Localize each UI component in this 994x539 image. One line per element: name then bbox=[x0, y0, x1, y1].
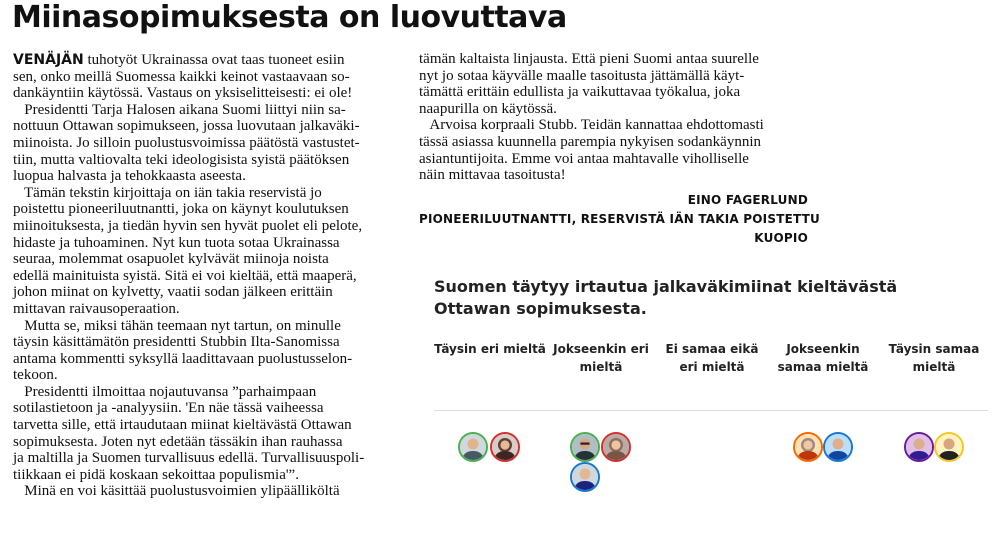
article-line: Minä en voi käsittää puolustusvoimien ylipäälliköltä bbox=[13, 483, 340, 500]
scale-label-strongly-agree: Täysin samaa mieltä bbox=[888, 342, 980, 374]
article-line: sotilastietoon ja -analyysiin. 'En näe tässä vaiheessa bbox=[13, 400, 324, 417]
scale-label-neutral: Ei samaa eikä eri mieltä bbox=[665, 342, 759, 374]
article-line: tarvetta sille, että irtaudutaan miinat kieltävästä Ottawan bbox=[13, 417, 352, 434]
respondent-avatar[interactable] bbox=[490, 432, 520, 462]
article-line: sopimuksesta. Joten nyt edetään tässäkin ihan rauhassa bbox=[13, 433, 343, 450]
person-icon bbox=[936, 434, 962, 460]
scale-label-strongly-disagree: Täysin eri mieltä bbox=[434, 342, 546, 356]
article-line: luopua halvasta ja tehokkaasta aseesta. bbox=[13, 168, 246, 185]
article-line: Arvoisa korpraali Stubb. Teidän kannattaa ehdottomasti bbox=[419, 117, 764, 134]
article-line: Presidentti ilmoittaa nojautuvansa ”parhaimpaan bbox=[13, 383, 317, 400]
article-line: nyt jo sotaa käyvälle maalle tasoitusta jättämällä käyt- bbox=[419, 67, 745, 84]
article-line: tämättä erittäin edullista ja vaikuttavaa työkalua, joka bbox=[419, 84, 741, 101]
article-line: antama kommentti syksyllä laadittavaan puolustusselon- bbox=[13, 350, 353, 367]
article-line: mittavan raivausoperaation. bbox=[13, 300, 180, 317]
person-icon bbox=[460, 434, 486, 460]
signature-name: EINO FAGERLUND bbox=[687, 193, 808, 207]
article-line: dankäyntiin käytössä. Vastaus on yksiselitteisesti: ei ole! bbox=[13, 85, 353, 102]
article-line: asiantuntijoita. Emme voi antaa mahtavalle viholliselle bbox=[419, 150, 749, 167]
respondent-avatar[interactable] bbox=[601, 432, 631, 462]
poll-question: Suomen täytyy irtautua jalkaväkimiinat kieltävästä Ottawan sopimuksesta. bbox=[434, 277, 898, 318]
respondent-avatar[interactable] bbox=[934, 432, 964, 462]
article-line: tässä asiassa kuunnella parempia nykyisen sodankäynnin bbox=[419, 133, 761, 150]
article-line: tiin, mutta valtiovalta teki ideologisista syistä päätöksen bbox=[13, 151, 350, 168]
article-column-1 bbox=[13, 52, 403, 500]
person-icon bbox=[572, 464, 598, 490]
respondent-avatar[interactable] bbox=[570, 432, 600, 462]
article-line: tekoon. bbox=[13, 367, 58, 384]
article-line: naapurilla on käytössä. bbox=[419, 100, 557, 117]
article-line: nottuun Ottawan sopimukseen, jossa luovutaan jalkaväki- bbox=[13, 118, 360, 135]
person-icon bbox=[492, 434, 518, 460]
article-line: tiikkaan ei pidä koskaan sekoittaa populismia'”. bbox=[13, 466, 299, 483]
signature-title: PIONEERILUUTNANTTI, RESERVISTÄ IÄN TAKIA POISTETTU bbox=[419, 212, 820, 226]
article-column-2 bbox=[419, 51, 809, 184]
article-line bbox=[13, 52, 403, 69]
article-line: Tämän tekstin kirjoittaja on iän takia reservistä jo bbox=[13, 184, 322, 201]
person-icon bbox=[825, 434, 851, 460]
article-line: hidaste ja tuhoaminen. Nyt kun tuota sotaa Ukrainassa bbox=[13, 234, 340, 251]
scale-label-somewhat-agree: Jokseenkin samaa mieltä bbox=[777, 342, 869, 374]
respondent-avatar[interactable] bbox=[823, 432, 853, 462]
article-line: tämän kaltaista linjausta. Että pieni Suomi antaa suurelle bbox=[419, 51, 759, 67]
article-line: johon miinat on kylvetty, vaatii sodan jälkeen erittäin bbox=[13, 284, 333, 301]
article-headline: Miinasopimuksesta on luovuttava bbox=[12, 0, 567, 35]
respondent-avatar[interactable] bbox=[570, 462, 600, 492]
respondent-avatar[interactable] bbox=[793, 432, 823, 462]
lead-word: VENÄJÄN bbox=[13, 52, 84, 68]
lead-rest: tuhotyöt Ukrainassa ovat taas tuoneet esiin bbox=[83, 52, 345, 68]
person-icon bbox=[603, 434, 629, 460]
person-icon bbox=[795, 434, 821, 460]
article-line: näin mittavaa tasoitusta! bbox=[419, 167, 566, 184]
signature-city: KUOPIO bbox=[754, 231, 808, 245]
article-line: sen, onko meillä Suomessa kaikki keinot vastaavaan so- bbox=[13, 68, 350, 85]
person-icon bbox=[906, 434, 932, 460]
respondent-avatar[interactable] bbox=[904, 432, 934, 462]
person-icon bbox=[572, 434, 598, 460]
article-line: edellä mainituista syistä. Sitä ei voi kieltää, että maaperä, bbox=[13, 267, 357, 284]
article-line: poistettu pioneeriluutnantti, joka on käynyt koulutuksen bbox=[13, 201, 349, 218]
article-line: täysin käsittämätön presidentti Stubbin Ilta-Sanomissa bbox=[13, 334, 340, 351]
poll-divider bbox=[434, 410, 988, 411]
article-line: Mutta se, miksi tähän teemaan nyt tartun, on minulle bbox=[13, 317, 341, 334]
respondent-avatar[interactable] bbox=[458, 432, 488, 462]
article-line: miinoista. Jo silloin puolustusvoimissa päätöstä vastustet- bbox=[13, 134, 360, 151]
article-line: seuraa, molemmat osapuolet kylvävät miinoja noista bbox=[13, 251, 329, 268]
scale-label-somewhat-disagree: Jokseenkin eri mieltä bbox=[553, 342, 649, 374]
article-line: ja maltilla ja Suomen turvallisuus edellä. Turvallisuuspoli- bbox=[13, 450, 365, 467]
article-line: miinoituksesta, ja tiedän hyvin sen hyvät puolet eli pelote, bbox=[13, 217, 363, 234]
article-line: Presidentti Tarja Halosen aikana Suomi liittyi niin sa- bbox=[13, 101, 346, 118]
